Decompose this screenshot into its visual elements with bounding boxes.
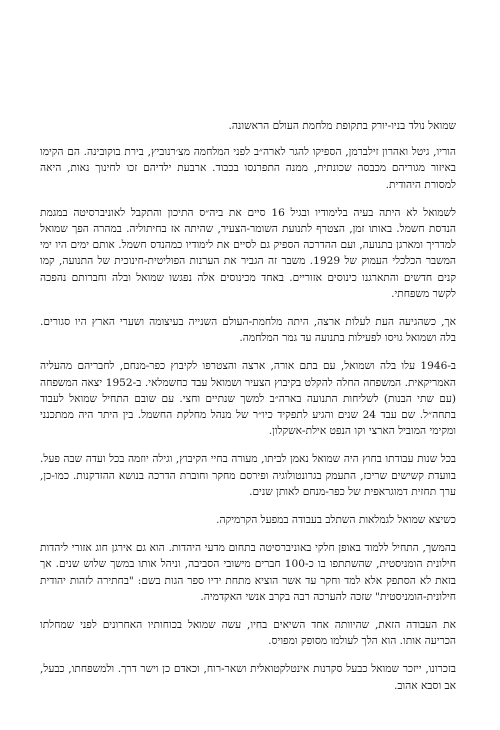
paragraph-studies: לשמואל לא היתה בעיה בלימודיו ובגיל 16 סיים את ביה״ס התיכון והתקבל לאוניברסיטה במגמת הנדסת חשמל. באותו זמן, הצטרף לתנועת השומר-הצעיר, שהיתה אז בחיתוליה. במהרה הפך שמואל למדריך ומארגן בתנועה, ועם ההדרכה הספיק גם לסיים את לימודיו כמהנדס חשמל. אותם ימים היו ימי המשבר הכלכלי העמוק של 1929. משבר זה הגביר את הערנות הפוליטית-חינוכית של התנועה, קמו קנים חדשים והתארגנו כינוסים אזוריים. באחד מכינוסים אלה נפגשו שמואל ובלה וחברותם נהפכה לקשר משפחתי. bbox=[40, 206, 456, 300]
paragraph-war: אך, כשהגיעה העת לעלות ארצה, היתה מלחמת-העולם השנייה בעיצומה ושערי הארץ היו סגורים. בלה ושמואל גויסו לפעילות בתנועה עד גמר המלחמה. bbox=[40, 316, 456, 345]
paragraph-memory: בזכרונו, ייזכר שמואל כבעל סקרנות אינטלקטואלית ושאר-רוח, וכאדם כן וישר דרך. ולמשפחתו, כבעל, אב וסבא אהוב. bbox=[40, 663, 456, 692]
paragraph-aliyah: ב-1946 עלו בלה ושמואל, עם בתם אורה, ארצה והצטרפו לקיבוץ כפר-מנחם, לחבריהם מהעליה האמריקאית. המשפחה החלה להקלט בקיבוץ הצעיר ושמואל עבד כחשמלאי. ב-1952 יצאה המשפחה (עם שתי הבנות) לשליחות התנועה בארה״ב למשך שנתיים וחצי. עם שובם התחיל שמואל לעבוד בתחה״ל. שם עבד 24 שנים והגיע לתפקיד כיו״ר של מנהל מחלקת החשמל. בין היתר היה ממתכנני ומקימי המוביל הארצי וקו הנפט אילת-אשקלון. bbox=[40, 360, 456, 438]
paragraph-final-work: את העבודה הזאת, שהיוותה אחד השיאים בחיו, עשה שמואל בכוחותיו האחרונים לפני שמחלתו הכריעה אותו. הוא הלך לעולמו מסופק ומפויס. bbox=[40, 619, 456, 648]
paragraph-kibbutz-life: בכל שנות עבודתו בחוץ היה שמואל נאמן לביתו, מעורה בחיי הקיבוץ, וגילה יוזמה בכל ועדה שבה פעל. בוועדת קשישים שריכז, התעמק בגרונטולוגיה ופירסם מחקר וחוברת הדרכה בנושא ההזדקנות. כמו-כן, ערך תחזית דמוגראפית של כפר-מנחם לאותן שנים. bbox=[40, 453, 456, 498]
paragraph-retirement: כשיצא שמואל לגמלאות השתלב בעבודה במפעל הקרמיקה. bbox=[216, 514, 456, 527]
paragraph-parents: הוריו, גיטל ואהרון זילברמן, הספיקו להגר לארה״ב לפני המלחמה מצ׳רנוביץ, בירת בוקובינה. הם הקימו באיזור מגוריהם מכבסה שכונתית, ממנה התפרנסו בכבוד. ארבעת ילדיהם זכו לחינוך נאות, היאה למסורת היהודית. bbox=[40, 146, 456, 191]
paragraph-birth: שמואל נולד בניו-יורק בתקופת מלחמת העולם הראשונה. bbox=[228, 120, 456, 132]
paragraph-judaism-studies: בהמשך, התחיל ללמוד באופן חלקי באוניברסיטה בתחום מדעי היהדות. הוא גם אירגן חוג אזורי ליהדות חילונית הומניסטית, שהשתתפו בו כ-100 חברים מישובי הסביבה, וניהל אותו במשך שלוש שנים. אך בזאת לא הסתפק אלא למד וחקר עד אשר הוציא מתחת ידיו ספר הגות בשם: "בחתירה לזהות יהודית חילונית-הומניסטית" שזכה להערכה רבה בקרב אנשי האקדמיה. bbox=[40, 542, 456, 603]
